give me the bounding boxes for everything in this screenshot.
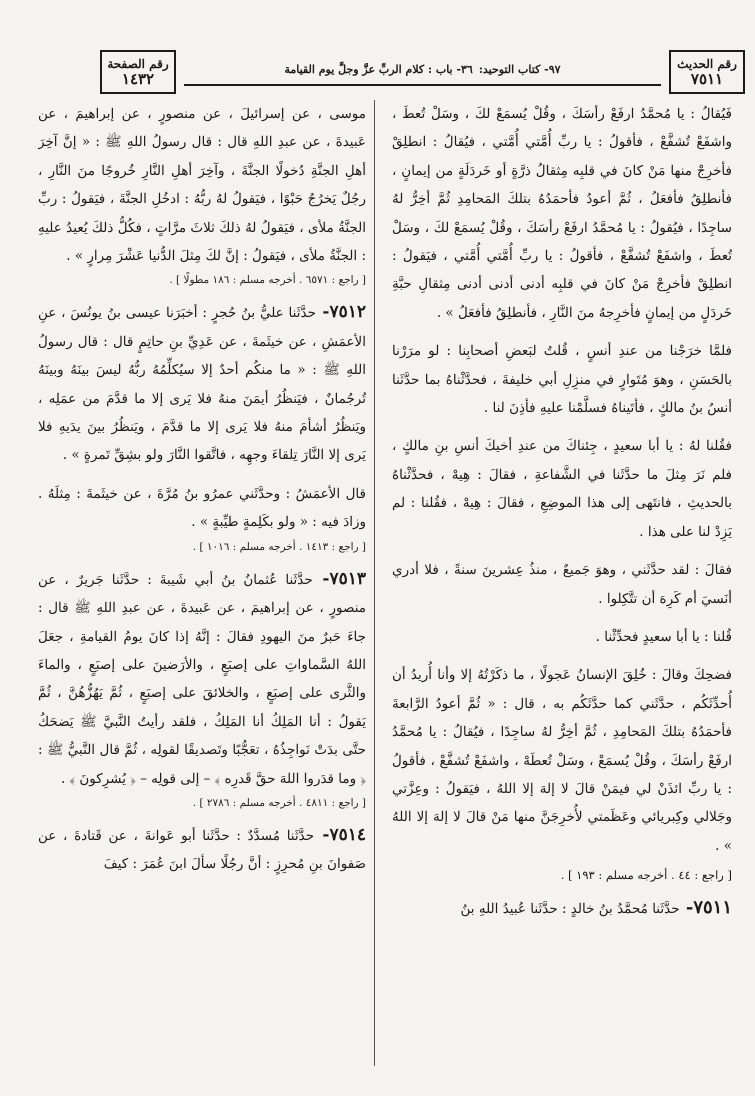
hadith-number: ٧٥١٤ -	[314, 825, 366, 845]
text-paragraph: فقُلنا لهُ : يا أبا سعيدٍ ، جِئناكَ من عندِ أخيكَ أنسِ بنِ مالكٍ ، فلم نَرَ مِثلَ ما حدَّثَنا في الشَّفاعةِ ، فقالَ : هِيهْ ، فحدَّثْناهُ بالحديثِ ، فانتَهى إلى هذا الموضِعِ ، فقالَ : هِيهْ ، فقُلنا : لم يَزِدْ لنا على هذا .	[392, 438, 732, 540]
hadith-text: حدَّثَنا عليُّ بنُ حُجرٍ : أخبَرَنا عيسى بنُ يونُسَ ، عنِ الأعمَشِ ، عن خيثَمةَ ، عن عَدِيِّ بنِ حاتِمٍ قال : قال رسولُ اللهِ ﷺ : « ما منكُم أحدٌ إلا سيُكلِّمُهُ ربُّهُ ليسَ بينَهُ وبينَهُ تُرجُمانٌ ، فيَنظُرُ أيمَنَ منهُ فلا يَرى إلا ما قدَّمَ من عمَلِه ، ويَنظُرُ أشأمَ منهُ فلا يَرى إلا ما قدَّمَ ، ويَنظُرُ بينَ يدَيهِ فلا يَرى إلا النَّارَ تِلقاءَ وجهِه ، فاتَّقوا النَّارَ ولو بشِقِّ تَمرةٍ » .	[38, 305, 366, 464]
reference-note: [ راجع : ٤٤ . أخرجه مسلم : ١٩٣ ] .	[560, 868, 732, 883]
hadith-number: ٧٥١٣ -	[313, 569, 366, 589]
book-title: ٩٧- كتاب التوحيد:	[478, 62, 561, 76]
hadith-text: حدَّثَنا مُحمَّدُ بنُ خالدٍ : حدَّثَنا عُبيدُ اللهِ بنُ	[460, 901, 680, 918]
text-paragraph: قُلنا : يا أبا سعيدٍ فحدِّثْنا .	[595, 628, 732, 645]
reference-note: [ راجع : ١٤١٣ . أخرجه مسلم : ١٠١٦ ] .	[192, 540, 366, 553]
text-paragraph: قال الأعمَشُ : وحدَّثَني عمرُو بنُ مُرَّةَ ، عن خيثَمةَ : مِثلَهُ . وزادَ فيه : « ولو بكَلِمةٍ طيِّبةٍ » .	[38, 485, 366, 531]
hadith-entry-7512	[38, 298, 366, 469]
right-column	[392, 100, 732, 1066]
running-title	[184, 54, 661, 86]
page-number-box	[100, 50, 176, 94]
column-divider	[374, 100, 375, 1066]
hadith-entry-7511	[392, 894, 732, 923]
hadith-number-label: رقم الحديث	[677, 56, 737, 71]
hadith-number: ٧٥١١ -	[680, 897, 732, 918]
hadith-entry-7513	[38, 565, 366, 793]
reference-note: [ راجع : ٤٨١١ . أخرجه مسلم : ٢٧٨٦ ] .	[192, 796, 366, 809]
text-paragraph: فضحِكَ وقالَ : خُلِقَ الإنسانُ عَجولًا ، ما ذكَرْتُهُ إلا وأنا أُريدُ أن أُحدِّثَكُم ، حدَّثَني كما حدَّثَكُم به ، قال : « ثُمَّ أعودُ الرَّابعةَ فأحمَدُهُ بتلكَ المَحامِدِ ، ثُمَّ أخِرُّ لهُ ساجِدًا ، فيُقالُ : يا مُحمَّدُ ارفَعْ رأسَكَ ، وقُلْ يُسمَعْ ، وسَلْ تُعطَهْ ، واشفَعْ تُشفَّعْ ، فأقولُ : يا ربِّ ائذَنْ لي فيمَنْ قالَ لا إلهَ إلا اللهُ ، فيَقولُ : وعِزَّتي وجَلالي وكِبريائي وعَظَمتي لأُخرِجَنَّ منها مَنْ قالَ لا إلهَ إلا اللهُ » .	[392, 667, 732, 854]
text-paragraph: موسى ، عن إسرائيلَ ، عن منصورٍ ، عن إبراهيمَ ، عن عَبيدةَ ، عن عبدِ اللهِ قال : قال رسولُ اللهِ ﷺ : « إنَّ آخِرَ أهلِ الجنَّةِ دُخولًا الجنَّةَ ، وآخِرَ أهلِ النَّارِ خُروجًا منَ النَّارِ ، رجُلٌ يَخرُجُ حَبْوًا ، فيَقولُ لهُ ربُّهُ : ادخُلِ الجنَّةَ ، فيَقولُ : ربِّ الجنَّةُ ملأى ، فيَقولُ لهُ ذلكَ ثلاثَ مرَّاتٍ ، فكُلُّ ذلكَ يُعيدُ عليهِ : الجنَّةُ ملأى ، فيَقولُ : إنَّ لكَ مِثلَ الدُّنيا عَشْرَ مِرارٍ » .	[38, 106, 366, 265]
hadith-number-box	[669, 50, 745, 94]
hadith-number-value: ٧٥١١	[690, 69, 724, 88]
text-paragraph: فَيُقالُ : يا مُحمَّدُ ارفَعْ رأسَكَ ، وقُلْ يُسمَعْ لكَ ، وسَلْ تُعطَ ، واشفَعْ تُشفَّعْ ، فأقولُ : يا ربِّ أُمَّتي أُمَّتي ، فيُقالُ : انطلِقْ فأخرِجْ منها مَنْ كانَ في قلبِه مِثقالُ ذرَّةٍ أو خَردَلَةٍ من إيمانٍ ، فأنطلِقُ فأفعَلُ ، ثُمَّ أعودُ فأحمَدُهُ بتلكَ المَحامِدِ ثُمَّ أخِرُّ لهُ ساجِدًا ، فيُقولُ : يا مُحمَّدُ ارفَعْ رأسَكَ ، وقُلْ يُسمَعْ لكَ ، وسَلْ تُعطَ ، واشفَعْ تُشفَّعْ ، فأقولُ : يا ربِّ أُمَّتي أُمَّتي ، فيَقولُ : انطلِقْ فأخرِجْ مَنْ كانَ في قلبِه أدنى أدنى أدنى مِثقالِ حبَّةِ خَردَلٍ من إيمانٍ فأخرِجهُ منَ النَّارِ ، فأنطلِقُ فأفعَلُ » .	[392, 106, 732, 321]
chapter-title: ٣٦- باب : كلام الربِّ عزَّ وجلَّ يوم القيامة	[284, 62, 473, 76]
hadith-text: حدَّثَنا مُسدَّدٌ : حدَّثَنا أبو عَوانةَ ، عن قَتادةَ ، عن صَفوانَ بنِ مُحرِزٍ : أنَّ رجُلًا سألَ ابنَ عُمَرَ : كيفَ	[38, 827, 366, 873]
text-paragraph: فلمَّا خرَجْنا من عندِ أنسٍ ، قُلتُ لبَعضِ أصحابِنا : لو مرَرْنا بالحَسَنِ ، وهوَ مُتَوارٍ في منزِلِ أبي خليفةَ ، فحدَّثْناهُ بما حدَّثَنا أنسُ بنُ مالكٍ ، فأتَيناهُ فسلَّمْنا عليهِ فأذِنَ لنا .	[392, 343, 732, 417]
reference-note: [ راجع : ٦٥٧١ . أخرجه مسلم : ١٨٦ مطولًا ] .	[169, 274, 366, 287]
hadith-entry-7514	[38, 821, 366, 879]
hadith-text: حدَّثَنا عُثمانُ بنُ أبي شَيبةَ : حدَّثَنا جَريرٌ ، عن منصورٍ ، عن إبراهيمَ ، عن عَبيدةَ ، عن عبدِ اللهِ ﷺ قال : جاءَ حَبرٌ منَ اليهودِ فقالَ : إنَّهُ إذا كانَ يومُ القيامةِ ، جعَلَ اللهُ السَّماواتِ على إصبَعٍ ، والأرَضينَ على إصبَعٍ ، والماءَ والثَّرى على إصبَعٍ ، والخلائقَ على إصبَعٍ ، ثُمَّ يَهُزُّهُنَّ ، ثُمَّ يَقولُ : أنا المَلِكُ أنا المَلِكُ ، فلقد رأيتُ النَّبيَّ ﷺ يَضحَكُ حتَّى بدَتْ نَواجِذُهُ ، تعَجُّبًا وتَصديقًا لقولِه ، ثُمَّ قال النَّبيُّ ﷺ : ﴿ وما قدَروا اللهَ حقَّ قَدرِه ﴾ – إلى قولِه – ﴿ يُشرِكونَ ﴾ .	[38, 571, 366, 787]
page-number-label: رقم الصفحة	[107, 56, 169, 71]
page-number-value: ١٤٣٢	[121, 69, 155, 88]
left-column	[38, 100, 366, 1066]
page-header	[100, 50, 745, 92]
text-paragraph: فقالَ : لقد حدَّثَني ، وهوَ جَميعٌ ، منذُ عِشرينَ سنةً ، فلا أدري أنَسيَ أم كَرِهَ أن تتَّكِلوا .	[392, 562, 732, 607]
hadith-number: ٧٥١٢ -	[316, 302, 366, 322]
